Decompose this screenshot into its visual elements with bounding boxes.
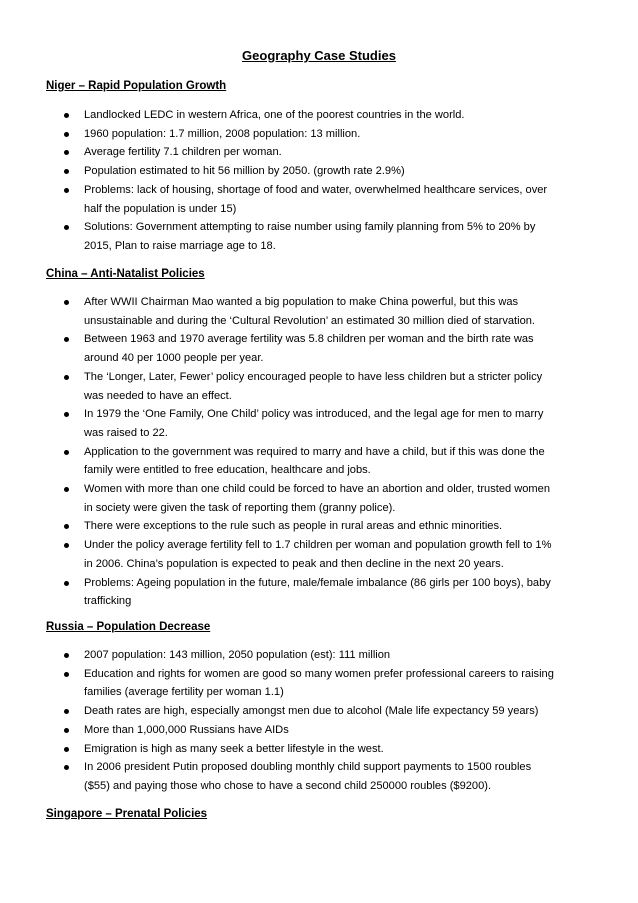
bullet-dot-icon [64, 169, 69, 174]
bullet-text-line: 2015, Plan to raise marriage age to 18. [84, 239, 276, 252]
bullet-item [46, 443, 601, 480]
bullet-text-line: half the population is under 15) [84, 202, 237, 215]
bullet-text-line: Problems: Ageing population in the future, male/female imbalance (86 girls per 100 boys), baby [84, 576, 551, 589]
bullet-dot-icon [64, 150, 69, 155]
bullet-item [46, 536, 601, 573]
bullet-dot-icon [64, 653, 69, 658]
bullet-item [46, 143, 601, 162]
bullet-item [46, 740, 601, 759]
bullet-dot-icon [64, 543, 69, 548]
bullet-text-line: in 2006. China’s population is expected to peak and then decline in the next 20 years. [84, 557, 504, 570]
bullet-dot-icon [64, 450, 69, 455]
bullet-item [46, 368, 601, 405]
bullet-dot-icon [64, 132, 69, 137]
bullet-dot-icon [64, 765, 69, 770]
section-heading-russia: Russia – Population Decrease [46, 621, 211, 633]
bullet-dot-icon [64, 747, 69, 752]
bullet-item [46, 162, 601, 181]
bullet-item [46, 125, 601, 144]
bullet-dot-icon [64, 672, 69, 677]
bullet-item [46, 702, 601, 721]
bullet-text-line: Death rates are high, especially amongst men due to alcohol (Male life expectancy 59 years) [84, 705, 539, 718]
bullet-list-niger [46, 106, 601, 256]
bullet-dot-icon [64, 225, 69, 230]
bullet-item [46, 330, 601, 367]
bullet-dot-icon [64, 337, 69, 342]
bullet-text-line: In 1979 the ‘One Family, One Child’ policy was introduced, and the legal age for men to marry [84, 408, 544, 421]
bullet-text-line: Average fertility 7.1 children per woman. [84, 146, 282, 159]
bullet-dot-icon [64, 113, 69, 118]
bullet-text-line: More than 1,000,000 Russians have AIDs [84, 723, 289, 736]
bullet-text-line: Emigration is high as many seek a better lifestyle in the west. [84, 742, 384, 755]
bullet-text-line: trafficking [84, 595, 132, 608]
bullet-dot-icon [64, 524, 69, 529]
bullet-text-line: family were entitled to free education, healthcare and jobs. [84, 464, 371, 477]
bullet-dot-icon [64, 487, 69, 492]
bullet-dot-icon [64, 709, 69, 714]
bullet-text-line: Women with more than one child could be forced to have an abortion and older, trusted women [84, 483, 551, 496]
bullet-dot-icon [64, 728, 69, 733]
section-heading-niger: Niger – Rapid Population Growth [46, 80, 227, 92]
bullet-item [46, 665, 601, 702]
bullet-text-line: Education and rights for women are good so many women prefer professional careers to raising [84, 667, 554, 680]
bullet-text-line: families (average fertility per woman 1.1) [84, 686, 284, 699]
bullet-dot-icon [64, 188, 69, 193]
bullet-text-line: Under the policy average fertility fell to 1.7 children per woman and population growth fell to 1% [84, 539, 552, 552]
bullet-text-line: Problems: lack of housing, shortage of food and water, overwhelmed healthcare services, over [84, 183, 548, 196]
bullet-item [46, 293, 601, 330]
section-heading-china: China – Anti-Natalist Policies [46, 268, 205, 280]
bullet-text-line: was needed to have an effect. [84, 389, 232, 402]
bullet-list-russia [46, 646, 601, 796]
bullet-text-line: Application to the government was required to marry and have a child, but if this was done the [84, 445, 545, 458]
bullet-text-line: Population estimated to hit 56 million by 2050. (growth rate 2.9%) [84, 165, 405, 178]
bullet-item [46, 480, 601, 517]
bullet-dot-icon [64, 300, 69, 305]
bullet-item [46, 405, 601, 442]
bullet-text-line: The ‘Longer, Later, Fewer’ policy encouraged people to have less children but a stricter policy [84, 370, 543, 383]
bullet-item [46, 646, 601, 665]
bullet-text-line: There were exceptions to the rule such as people in rural areas and ethnic minorities. [84, 520, 503, 533]
document-title: Geography Case Studies [242, 48, 396, 63]
bullet-text-line: Landlocked LEDC in western Africa, one of the poorest countries in the world. [84, 109, 465, 121]
bullet-item [46, 218, 601, 255]
bullet-text-line: was raised to 22. [84, 426, 168, 439]
bullet-text-line: ($55) and paying those who chose to have a second child 250000 roubles ($9200). [84, 779, 492, 792]
bullet-text-line: Solutions: Government attempting to raise number using family planning from 5% to 20% by [84, 221, 536, 234]
bullet-dot-icon [64, 412, 69, 417]
section-heading-singapore: Singapore – Prenatal Policies [46, 808, 208, 820]
bullet-item [46, 517, 601, 536]
bullet-item [46, 574, 601, 611]
bullet-dot-icon [64, 581, 69, 586]
bullet-list-china [46, 293, 601, 611]
bullet-dot-icon [64, 375, 69, 380]
bullet-text-line: Between 1963 and 1970 average fertility was 5.8 children per woman and the birth rate was [84, 333, 534, 346]
bullet-item [46, 721, 601, 740]
bullet-text-line: unsustainable and during the ‘Cultural Revolution’ an estimated 30 million died of starvation. [84, 314, 536, 327]
bullet-text-line: In 2006 president Putin proposed doubling monthly child support payments to 1500 roubles [84, 761, 532, 774]
bullet-item [46, 181, 601, 218]
bullet-text-line: around 40 per 1000 people per year. [84, 352, 264, 365]
bullet-item [46, 106, 601, 125]
bullet-text-line: in society were given the task of reporting them (granny police). [84, 501, 396, 514]
bullet-text-line: 1960 population: 1.7 million, 2008 population: 13 million. [84, 127, 361, 140]
bullet-text-line: 2007 population: 143 million, 2050 population (est): 111 million [84, 649, 391, 661]
bullet-item [46, 758, 601, 795]
bullet-text-line: After WWII Chairman Mao wanted a big population to make China powerful, but this was [84, 296, 519, 308]
